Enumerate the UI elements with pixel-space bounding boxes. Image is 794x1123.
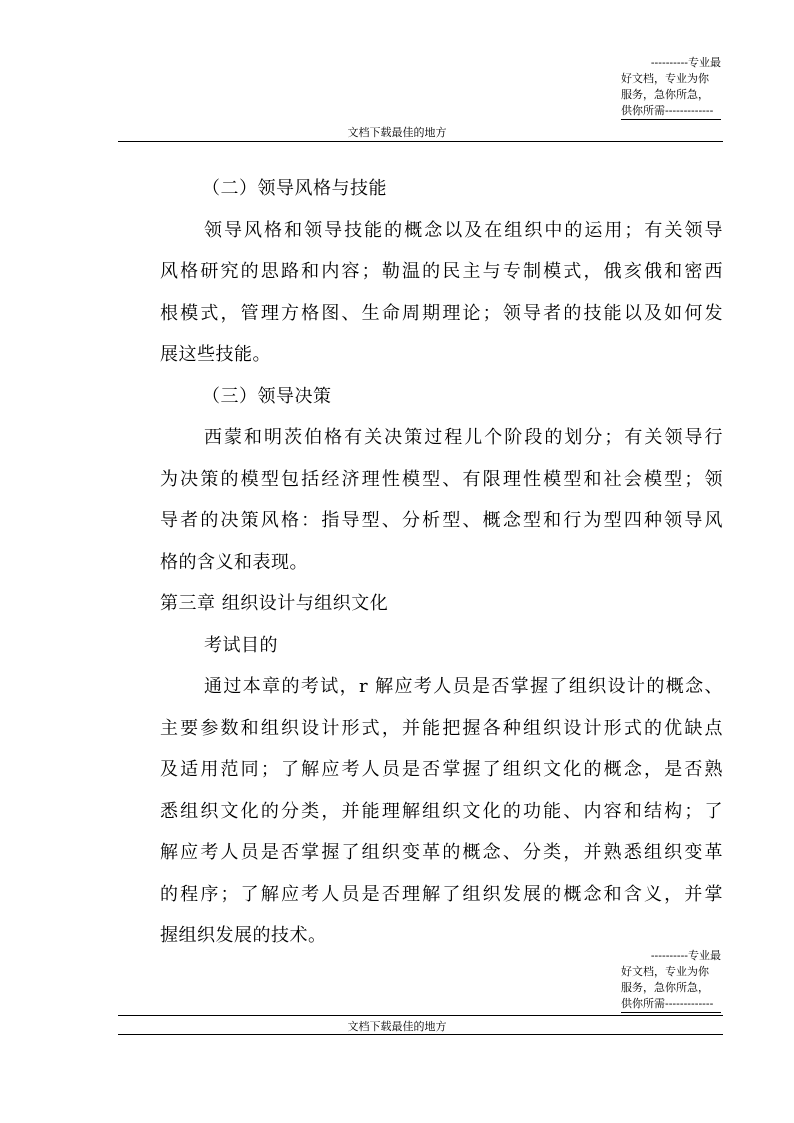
header-stamp-line: 好文档，专业为你	[621, 72, 709, 85]
paragraph-line: 主要参数和组织设计形式，并能把握各种组织设计形式的优缺点	[160, 717, 723, 739]
paragraph-line: 为决策的模型包括经济理性模型、有限理性模型和社会模型；领	[160, 468, 723, 490]
paragraph-line: 领导风格和领导技能的概念以及在组织中的运用；有关领导	[204, 219, 723, 241]
paragraph-line: 及适用范同；了解应考人员是否掌握了组织文化的概念，是否熟	[160, 759, 723, 780]
section-heading: （二）领导风格与技能	[202, 178, 387, 199]
chapter-heading: 第三章 组织设计与组织文化	[160, 593, 389, 614]
paragraph-line: 的程序；了解应考人员是否理解了组织发展的概念和含义，并掌	[160, 883, 723, 905]
paragraph-line: 风格研究的思路和内容；勒温的民主与专制模式，俄亥俄和密西	[160, 261, 723, 282]
paragraph-line: 悉组织文化的分类，并能理解组织文化的功能、内容和结构；了	[160, 800, 723, 822]
section-heading: （三）领导决策	[202, 385, 332, 407]
paragraph-line: 西蒙和明茨伯格有关决策过程儿个阶段的划分；有关领导行	[204, 427, 723, 448]
paragraph-line: 导者的决策风格：指导型、分析型、概念型和行为型四种领导风	[160, 510, 723, 531]
footer-stamp-line: 供你所需-------------	[621, 996, 721, 1013]
subheading: 考试目的	[204, 634, 278, 656]
footer-stamp-line: 服务，急你所急，	[621, 981, 709, 994]
header-stamp-line: 供你所需-------------	[621, 103, 721, 120]
footer-center-text: 文档下载最佳的地方	[347, 1020, 447, 1033]
header-stamp	[621, 55, 721, 120]
footer-stamp-line: ----------专业最	[650, 949, 721, 962]
footer-bottom-divider	[118, 1034, 723, 1035]
paragraph-line: 通过本章的考试，r 解应考人员是否掌握了组织设计的概念、	[204, 676, 723, 697]
footer-divider	[118, 1015, 723, 1016]
paragraph-line: 格的含义和表现。	[160, 551, 308, 573]
paragraph-line: 解应考人员是否掌握了组织变革的概念、分类，并熟悉组织变革	[160, 842, 723, 863]
header-stamp-line: ----------专业最	[650, 56, 721, 69]
header-stamp-line: 服务，急你所急，	[621, 88, 709, 101]
paragraph-line: 展这些技能。	[160, 344, 271, 365]
document-body	[160, 168, 723, 957]
header-divider	[118, 141, 723, 142]
footer-stamp	[621, 948, 721, 1013]
paragraph-line: 握组织发展的技术。	[160, 925, 327, 946]
paragraph-line: 根模式，管理方格图、生命周期理论；领导者的技能以及如何发	[160, 302, 723, 324]
footer-stamp-line: 好文档，专业为你	[621, 965, 709, 978]
header-center-text: 文档下载最佳的地方	[347, 126, 447, 139]
